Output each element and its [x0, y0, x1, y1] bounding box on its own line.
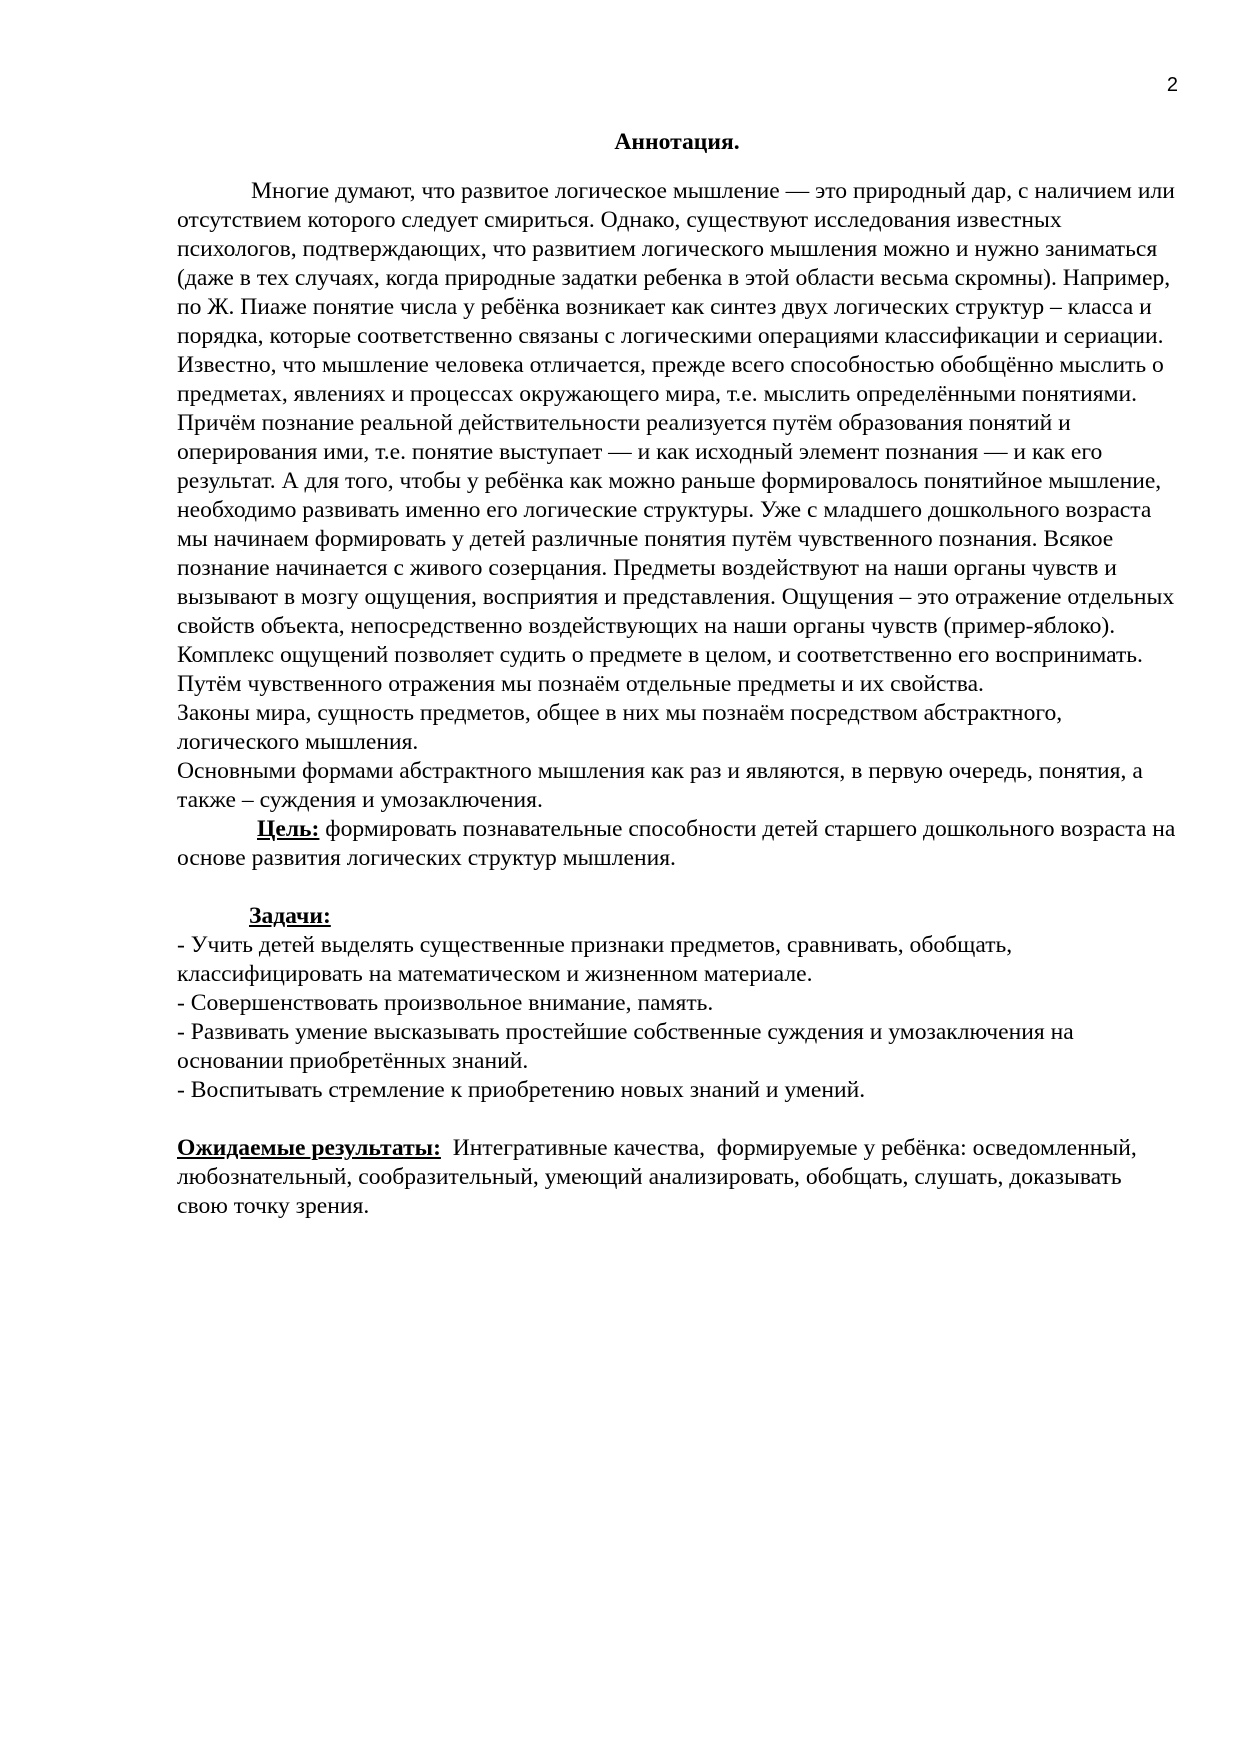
sensory-paragraph: Путём чувственного отражения мы познаём отдельные предметы и их свойства.: [177, 671, 984, 697]
task-item: - Учить детей выделять существенные признаки предметов, сравнивать, обобщать, классифицировать на математическом и жизненном материале.: [177, 932, 1013, 987]
complex-paragraph: Комплекс ощущений позволяет судить о предмете в целом, и соответственно его воспринимать.: [177, 642, 1143, 668]
tasks-heading: [177, 902, 1177, 931]
task-item: - Совершенствовать произвольное внимание, память.: [177, 990, 714, 1016]
annotation-title: Аннотация.: [614, 129, 740, 155]
task-item: - Развивать умение высказывать простейшие собственные суждения и умозаключения на основании приобретённых знаний.: [177, 1019, 1074, 1074]
page-number: 2: [1166, 74, 1178, 96]
goal-section: [177, 815, 1177, 873]
results-label: Ожидаемые результаты:: [177, 1135, 441, 1161]
forms-paragraph: Основными формами абстрактного мышления как раз и являются, в первую очередь, понятия, а также – суждения и умозаключения.: [177, 758, 1143, 813]
tasks-label: Задачи:: [249, 903, 331, 929]
results-section: [177, 1134, 1177, 1221]
goal-label: Цель:: [257, 816, 320, 842]
goal-text: формировать познавательные способности детей старшего дошкольного возраста на основе развития логических структур мышления.: [177, 816, 1176, 871]
laws-paragraph: Законы мира, сущность предметов, общее в них мы познаём посредством абстрактного, логического мышления.: [177, 700, 1063, 755]
task-item: - Воспитывать стремление к приобретению новых знаний и умений.: [177, 1077, 866, 1103]
document-body: [177, 128, 1177, 1221]
intro-paragraph: Многие думают, что развитое логическое мышление — это природный дар, с наличием или отсутствием которого следует смириться. Однако, существуют исследования известных психологов, подтверждающих, что развитием логического мышления можно и нужно заниматься (даже в тех случаях, когда природные задатки ребенка в этой области весьма скромны). Например, по Ж. Пиаже понятие числа у ребёнка возникает как синтез двух логических структур – класса и порядка, которые соответственно связаны с логическими операциями классификации и сериации. Известно, что мышление человека отличается, прежде всего способностью обобщённо мыслить о предметах, явлениях и процессах окружающего мира, т.е. мыслить определёнными понятиями. Причём познание реальной действительности реализуется путём образования понятий и оперирования ими, т.е. понятие выступает — и как исходный элемент познания — и как его результат. А для того, чтобы у ребёнка как можно раньше формировалось понятийное мышление, необходимо развивать именно его логические структуры. Уже с младшего дошкольного возраста мы начинаем формировать у детей различные понятия путём чувственного познания. Всякое познание начинается с живого созерцания. Предметы воздействуют на наши органы чувств и вызывают в мозгу ощущения, восприятия и представления. Ощущения – это отражение отдельных свойств объекта, непосредственно воздействующих на наши органы чувств (пример-яблоко).: [177, 178, 1175, 639]
results-text: Интегративные качества, формируемые у ребёнка: осведомленный, любознательный, сообразительный, умеющий анализировать, обобщать, слушать, доказывать свою точку зрения.: [177, 1135, 1143, 1219]
